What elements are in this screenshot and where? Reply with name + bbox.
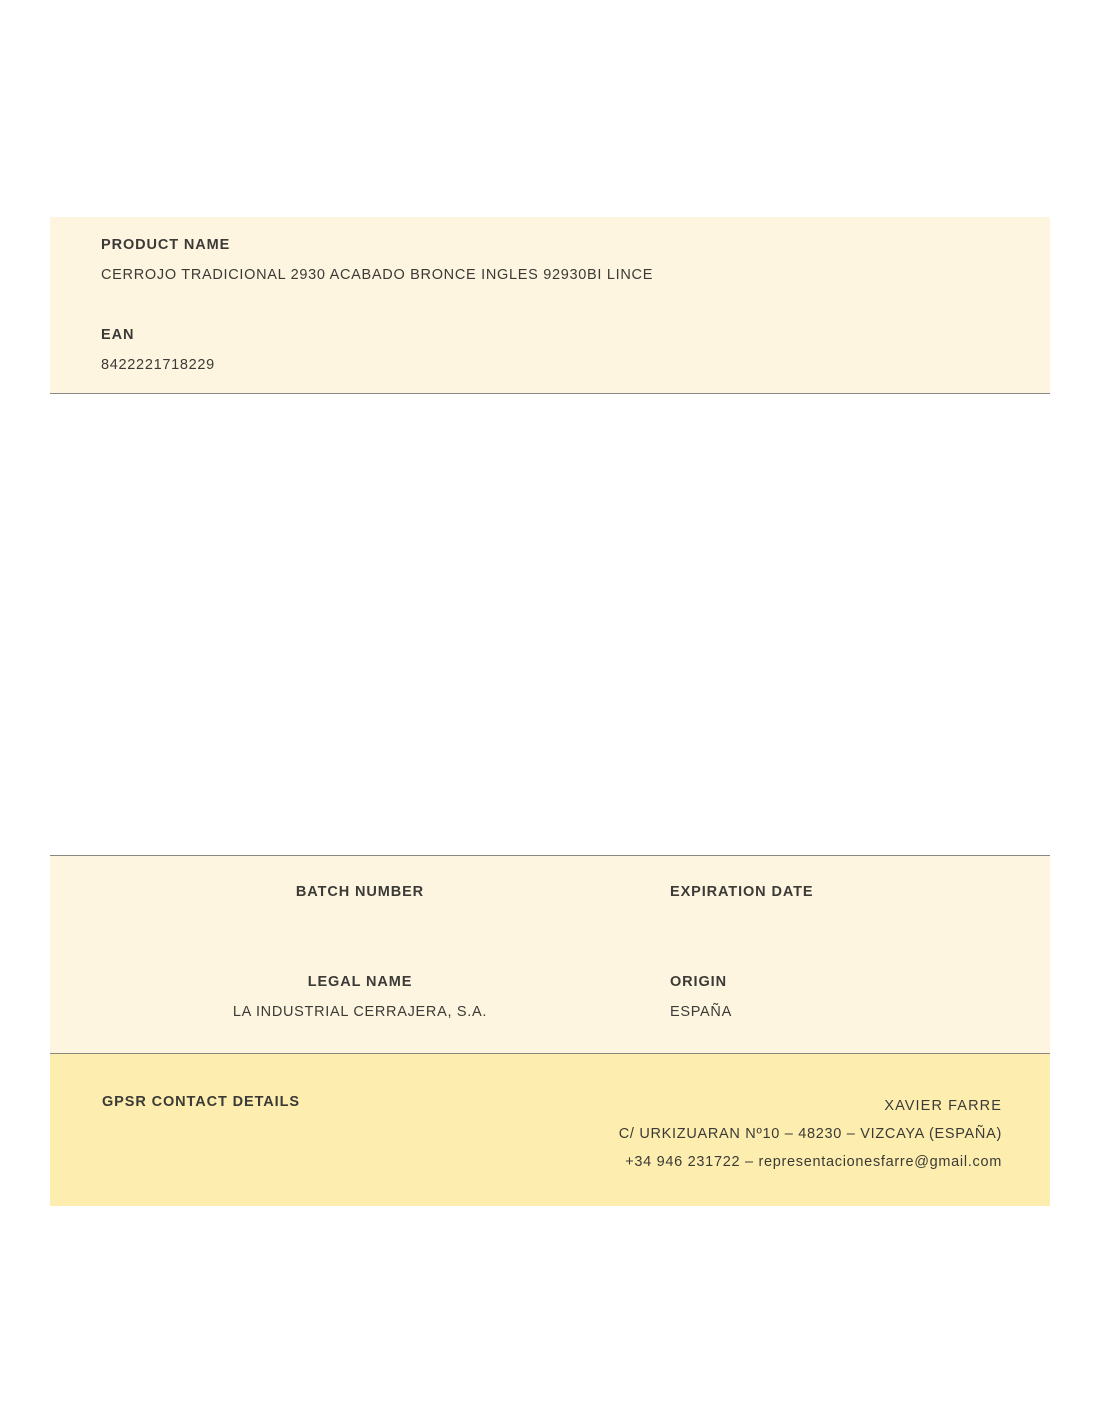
product-name-value: CERROJO TRADICIONAL 2930 ACABADO BRONCE INGLES 92930BI LINCE [101, 267, 654, 283]
gpsr-contact-block [50, 1054, 1050, 1206]
legal-name-value: LA INDUSTRIAL CERRAJERA, S.A. [232, 1004, 488, 1020]
ean-label: EAN [101, 327, 135, 343]
ean-value: 8422221718229 [101, 357, 215, 373]
gpsr-contact-phone-email: +34 946 231722 – representacionesfarre@gmail.com [625, 1154, 1002, 1170]
product-info-block [50, 217, 1050, 394]
origin-label: ORIGIN [670, 974, 727, 990]
batch-number-label: BATCH NUMBER [295, 884, 425, 900]
gpsr-contact-name: XAVIER FARRE [884, 1098, 1002, 1114]
product-name-label: PRODUCT NAME [101, 237, 231, 253]
legal-name-label: LEGAL NAME [307, 974, 413, 990]
gpsr-contact-lines [619, 1092, 1002, 1176]
origin-value: ESPAÑA [670, 1004, 732, 1020]
gpsr-contact-address: C/ URKIZUARAN Nº10 – 48230 – VIZCAYA (ESPAÑA) [618, 1126, 1002, 1142]
batch-info-block [50, 855, 1050, 1054]
expiration-date-label: EXPIRATION DATE [670, 884, 814, 900]
gpsr-contact-label: GPSR CONTACT DETAILS [102, 1094, 300, 1110]
